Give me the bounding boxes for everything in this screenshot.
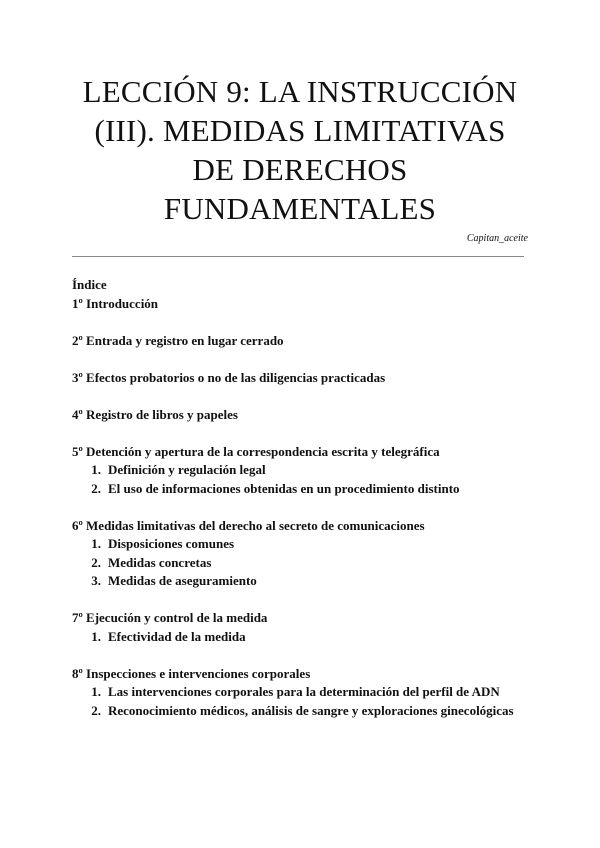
divider: [72, 256, 524, 257]
toc-section: [72, 609, 528, 646]
toc-subitem-number: 3.: [91, 573, 101, 588]
toc-section-title: 8º Inspecciones e intervenciones corporales: [72, 665, 311, 681]
toc-subitem-text: Disposiciones comunes: [108, 536, 235, 551]
toc-subitem-number: 1.: [91, 462, 101, 477]
title-line: FUNDAMENTALES: [163, 191, 437, 226]
toc-subitem-text: Definición y regulación legal: [108, 462, 266, 477]
toc-subitem-number: 1.: [91, 536, 101, 551]
toc-subitem-number: 1.: [91, 628, 101, 644]
toc-section-title: 5º Detención y apertura de la correspondencia escrita y telegráfica: [72, 443, 440, 459]
toc-section-title: 4º Registro de libros y papeles: [72, 406, 238, 422]
toc-section: [72, 517, 528, 591]
toc-section: [72, 295, 528, 314]
toc-section-title: 1º Introducción: [72, 295, 159, 311]
toc-section: [72, 443, 528, 499]
toc-subitem-text: Efectividad de la medida: [108, 628, 246, 644]
table-of-contents: [72, 276, 528, 739]
toc-subitem: [72, 461, 528, 480]
toc-subitem: [72, 702, 528, 721]
toc-subitem-text: Medidas concretas: [108, 554, 212, 570]
toc-section: [72, 406, 528, 425]
toc-subitem: [72, 480, 528, 499]
toc-subitem-text: Medidas de aseguramiento: [108, 573, 257, 588]
title-line: LECCIÓN 9: LA INSTRUCCIÓN: [82, 74, 518, 109]
author-name: Capitan_aceite: [466, 233, 528, 244]
toc-subitem-number: 2.: [91, 480, 101, 496]
toc-subitem: [72, 683, 528, 702]
toc-subitem: [72, 628, 528, 647]
toc-section: [72, 369, 528, 388]
toc-subitem-text: El uso de informaciones obtenidas en un procedimiento distinto: [108, 480, 460, 496]
document-title: [60, 72, 540, 228]
toc-subitem: [72, 554, 528, 573]
toc-subitem-text: Las intervenciones corporales para la determinación del perfil de ADN: [108, 684, 500, 699]
toc-subitem-text: Reconocimiento médicos, análisis de sangre y exploraciones ginecológicas: [108, 702, 514, 718]
title-line: (III). MEDIDAS LIMITATIVAS: [94, 113, 506, 148]
toc-section: [72, 332, 528, 351]
toc-subitem-number: 2.: [91, 554, 101, 570]
toc-section-title: 2º Entrada y registro en lugar cerrado: [72, 332, 284, 348]
index-heading: Índice: [72, 277, 107, 292]
toc-subitem: [72, 572, 528, 591]
toc-subitem-number: 2.: [91, 702, 101, 718]
toc-section: [72, 665, 528, 721]
title-line: DE DERECHOS: [192, 152, 408, 187]
toc-sections: [72, 295, 528, 721]
toc-section-title: 6º Medidas limitativas del derecho al secreto de comunicaciones: [72, 517, 425, 533]
toc-subitem: [72, 535, 528, 554]
toc-subitem-number: 1.: [91, 684, 101, 699]
toc-section-title: 7º Ejecución y control de la medida: [72, 610, 268, 625]
toc-section-title: 3º Efectos probatorios o no de las diligencias practicadas: [72, 369, 386, 385]
